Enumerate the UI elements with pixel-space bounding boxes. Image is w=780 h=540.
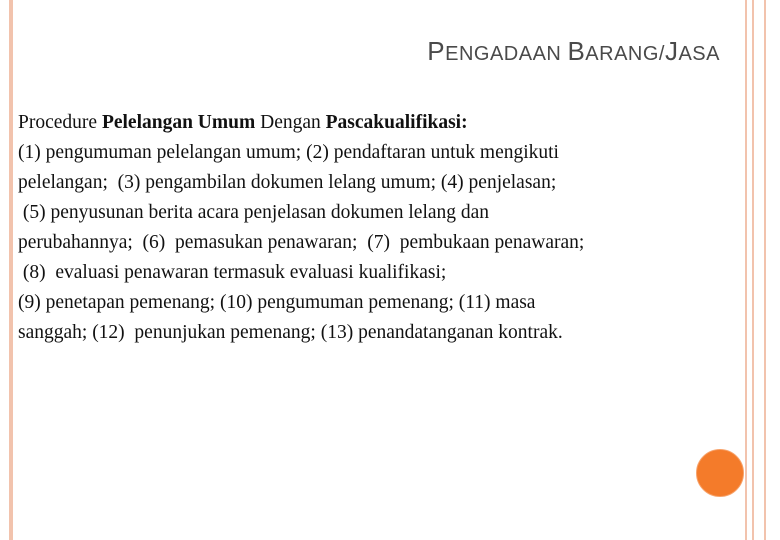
right-decorative-rule-2 — [752, 0, 754, 540]
right-decorative-rule-1 — [745, 0, 747, 540]
method-name: Pelelangan Umum — [101, 112, 256, 133]
slide-title: PENGADAAN BARANG/JASA — [427, 36, 720, 66]
qualification-type: Pascakualifikasi: — [325, 112, 468, 133]
right-decorative-rule-3 — [764, 0, 766, 540]
procedure-line-2: pelelangan; (3) pengambilan dokumen lelang umum; (4) penjelasan; — [18, 172, 557, 193]
intro-line: Procedure Pelelangan Umum Dengan Pascakualifikasi: — [18, 112, 468, 133]
procedure-line-4: perubahannya; (6) pemasukan penawaran; (7) pembukaan penawaran; — [18, 232, 585, 253]
orange-circle-decoration — [696, 449, 744, 497]
procedure-line-5: (8) evaluasi penawaran termasuk evaluasi kualifikasi; — [18, 262, 447, 283]
procedure-line-3: (5) penyusunan berita acara penjelasan dokumen lelang dan — [18, 202, 490, 223]
procedure-line-1: (1) pengumuman pelelangan umum; (2) pendaftaran untuk mengikuti — [18, 142, 559, 163]
slide-body — [18, 108, 738, 348]
left-decorative-rule — [9, 0, 13, 540]
procedure-line-6: (9) penetapan pemenang; (10) pengumuman pemenang; (11) masa — [18, 292, 536, 313]
procedure-line-7: sanggah; (12) penunjukan pemenang; (13) penandatanganan kontrak. — [18, 322, 563, 343]
